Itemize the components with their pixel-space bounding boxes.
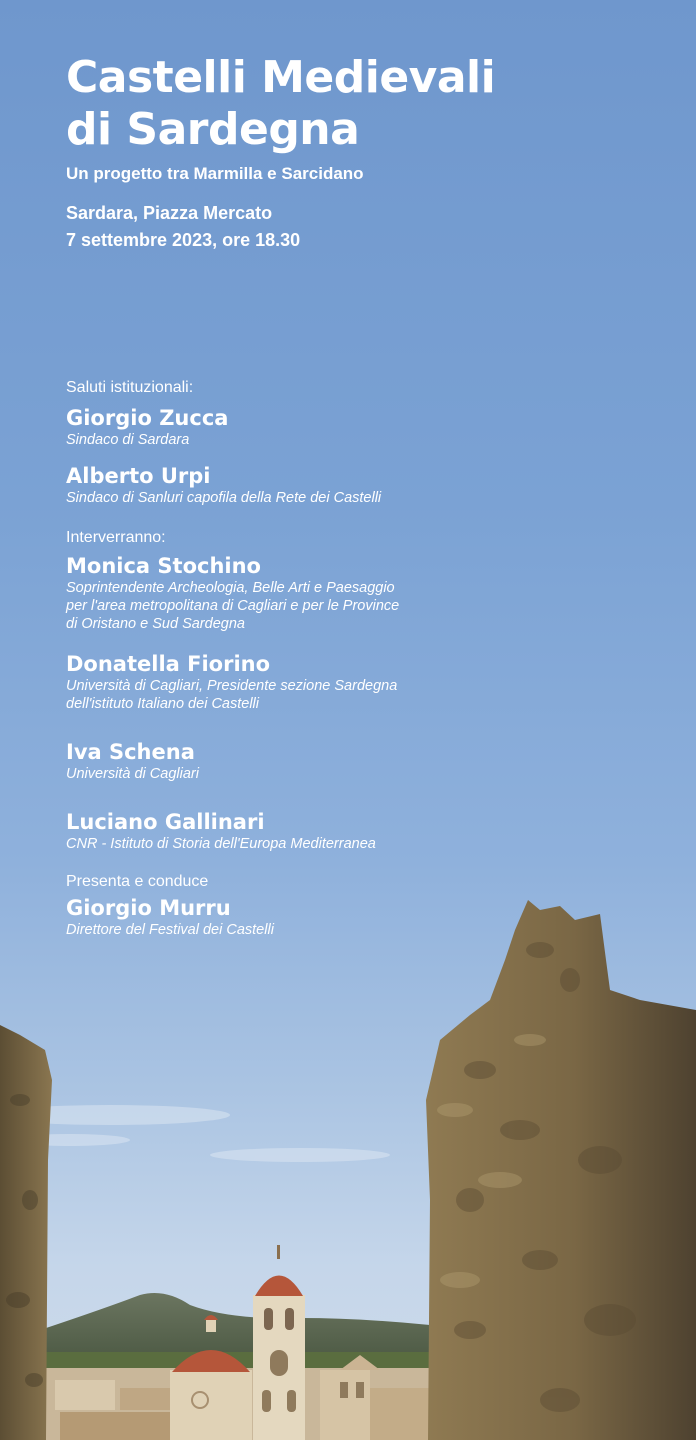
castle-landscape-illustration xyxy=(0,900,696,1440)
cloud-wisps xyxy=(0,1105,390,1162)
speaker-name: Alberto Urpi xyxy=(66,464,211,488)
title-line-1: Castelli Medievali xyxy=(66,52,496,103)
speakers-label: Interverranno: xyxy=(66,529,166,546)
speaker-block xyxy=(66,553,626,633)
poster-text xyxy=(66,52,626,939)
speaker-role-line: di Oristano e Sud Sardegna xyxy=(66,616,245,632)
event-date-time: 7 settembre 2023, ore 18.30 xyxy=(66,230,301,250)
title-line-2: di Sardegna xyxy=(66,104,360,155)
speaker-role-line: per l'area metropolitana di Cagliari e per le Province xyxy=(66,598,400,614)
speaker-name: Giorgio Zucca xyxy=(66,406,229,430)
speaker-name: Iva Schena xyxy=(66,740,195,764)
distant-hills xyxy=(40,1293,430,1360)
speaker-name: Donatella Fiorino xyxy=(66,652,271,676)
speaker-block xyxy=(66,809,626,853)
speaker-name: Giorgio Murru xyxy=(66,896,231,920)
speaker-role: Direttore del Festival dei Castelli xyxy=(66,922,274,938)
speaker-role: Sindaco di Sardara xyxy=(66,432,190,448)
speaker-role-line: Soprintendente Archeologia, Belle Arti e Paesaggio xyxy=(66,580,395,596)
bell-tower xyxy=(253,1245,305,1440)
speaker-name: Monica Stochino xyxy=(66,554,261,578)
speaker-block xyxy=(66,739,626,783)
speaker-role: Sindaco di Sanluri capofila della Rete dei Castelli xyxy=(66,490,382,506)
speaker-block xyxy=(66,463,626,507)
speaker-role-line: dell'istituto Italiano dei Castelli xyxy=(66,696,259,712)
speaker-block xyxy=(66,651,626,713)
speaker-name: Luciano Gallinari xyxy=(66,810,265,834)
speaker-block xyxy=(66,405,626,449)
speaker-role-line: Università di Cagliari, Presidente sezione Sardegna xyxy=(66,678,398,694)
event-title xyxy=(66,52,626,156)
castle-landscape-photo xyxy=(0,900,696,1440)
speaker-role-line: Università di Cagliari xyxy=(66,766,199,782)
host-label: Presenta e conduce xyxy=(66,873,209,890)
event-venue xyxy=(66,200,626,254)
event-subtitle: Un progetto tra Marmilla e Sarcidano xyxy=(66,164,364,183)
speaker-role-line: CNR - Istituto di Storia dell'Europa Mediterranea xyxy=(66,836,376,852)
event-location: Sardara, Piazza Mercato xyxy=(66,203,273,223)
greetings-label: Saluti istituzionali: xyxy=(66,379,194,396)
